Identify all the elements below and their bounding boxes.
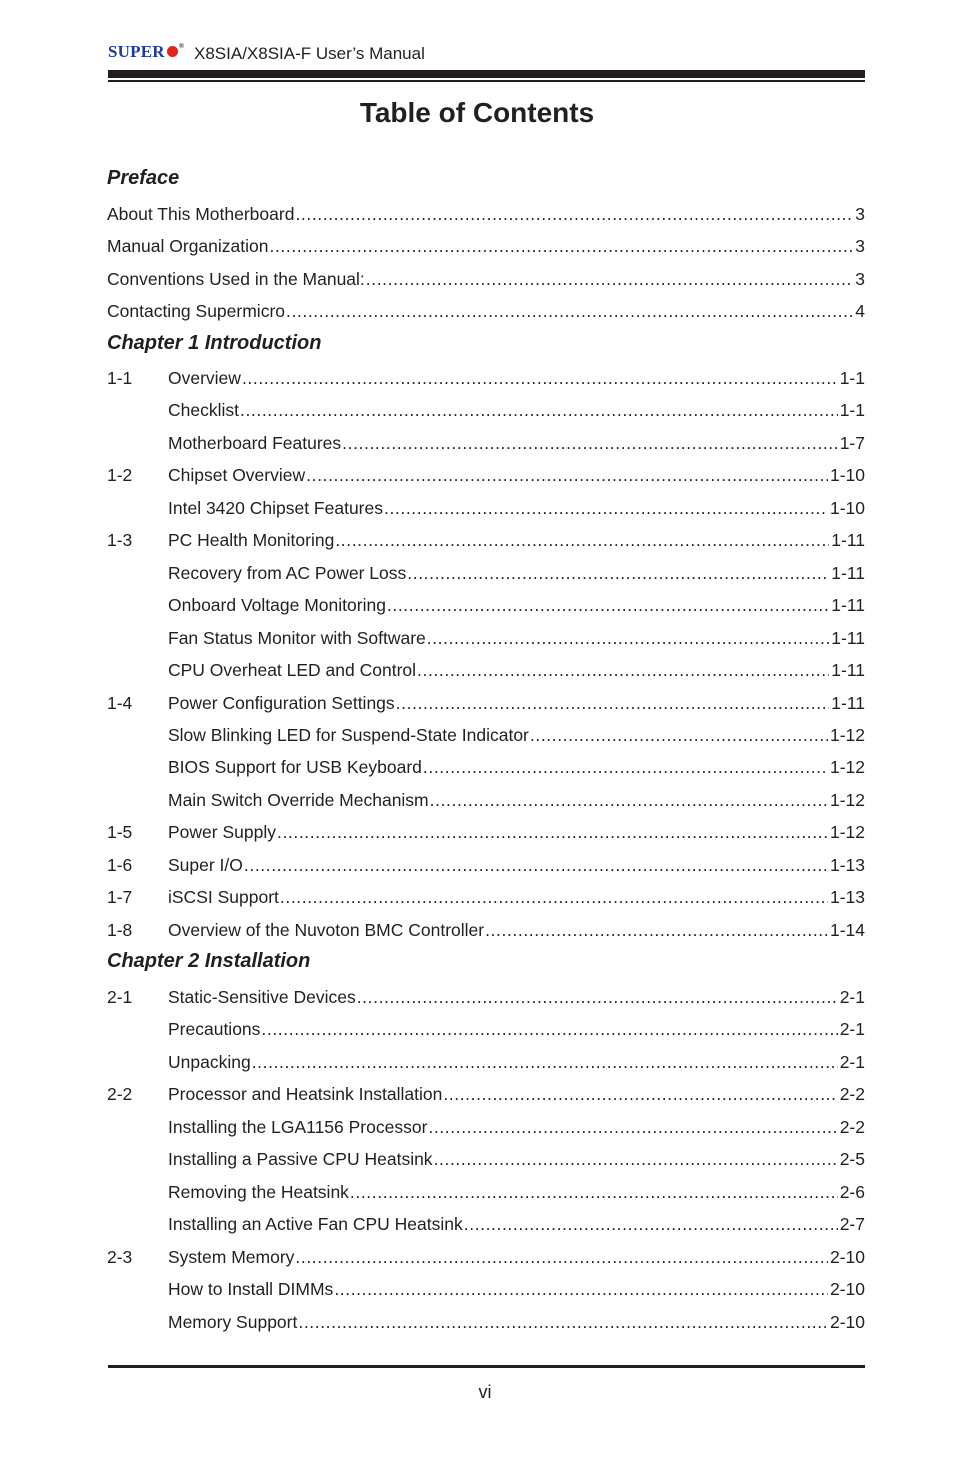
toc-entry-label: Main Switch Override Mechanism (168, 789, 429, 810)
toc-entry-line (168, 1147, 865, 1171)
toc-entry-number: 1-3 (107, 530, 133, 551)
toc-entry-number: 1-8 (107, 919, 133, 940)
dot-leader (261, 1017, 837, 1041)
toc-entry-label: CPU Overheat LED and Control (168, 660, 417, 681)
toc-entry[interactable] (107, 658, 865, 682)
toc-entry-line (168, 398, 865, 422)
toc-entry[interactable] (107, 1310, 865, 1334)
toc-entry[interactable] (107, 267, 865, 291)
toc-entry-line (168, 985, 865, 1009)
toc-entry[interactable] (107, 885, 865, 909)
toc-entry-page: 2-7 (839, 1214, 865, 1235)
toc-entry-line (168, 1310, 865, 1334)
toc-entry-label: Installing a Passive CPU Heatsink (168, 1149, 433, 1170)
toc-entry-label: Unpacking (168, 1051, 251, 1072)
toc-entry-page: 4 (855, 301, 865, 322)
toc-entry-page: 1-12 (829, 822, 865, 843)
toc-entry-line (168, 691, 865, 715)
toc-entry[interactable] (107, 853, 865, 877)
logo-dot-icon (167, 46, 178, 57)
dot-leader (277, 820, 828, 844)
toc-entry-number: 1-5 (107, 822, 133, 843)
dot-leader (306, 463, 828, 487)
dot-leader (269, 234, 853, 258)
toc-entry-label: Motherboard Features (168, 432, 342, 453)
toc-entry-page: 2-1 (839, 987, 865, 1007)
toc-entry-number: 2-3 (107, 1246, 133, 1267)
toc-entry[interactable] (107, 1212, 865, 1236)
toc-entry-page: 3 (855, 236, 865, 257)
toc-entry[interactable] (107, 528, 865, 552)
toc-entry[interactable] (107, 626, 865, 650)
dot-leader (295, 1245, 828, 1269)
dot-leader (298, 1310, 828, 1334)
toc-entry-page: 2-10 (829, 1246, 865, 1267)
toc-entry-line (168, 463, 865, 487)
toc-entry-page: 2-5 (839, 1149, 865, 1170)
dot-leader (280, 885, 828, 909)
toc-entry[interactable] (107, 1050, 865, 1074)
toc-entry-label: How to Install DIMMs (168, 1279, 334, 1300)
toc-entry-label: Super I/O (168, 854, 243, 875)
dot-leader (357, 985, 838, 1009)
toc-entry-label: Memory Support (168, 1311, 298, 1332)
toc-entry-page: 2-6 (839, 1181, 865, 1202)
dot-leader (244, 853, 828, 877)
dot-leader (417, 658, 829, 682)
toc-entry[interactable] (107, 366, 865, 390)
dot-leader (423, 755, 828, 779)
section-heading: Preface (107, 167, 180, 189)
toc-entry-page: 1-13 (829, 854, 865, 875)
toc-entry-page: 1-1 (839, 368, 865, 388)
toc-entry-label: Static-Sensitive Devices (168, 987, 356, 1007)
toc-entry-line (168, 723, 865, 747)
dot-leader (396, 691, 830, 715)
toc-entry-line (168, 366, 865, 390)
toc-entry[interactable] (107, 593, 865, 617)
toc-entry-label: PC Health Monitoring (168, 530, 335, 551)
toc-entry[interactable] (107, 1147, 865, 1171)
toc-entry-label: Onboard Voltage Monitoring (168, 595, 386, 616)
toc-entry-line (168, 853, 865, 877)
toc-entry-label: Checklist (168, 400, 239, 421)
toc-entry-line (168, 496, 865, 520)
toc-entry-number: 2-1 (107, 987, 133, 1007)
toc-entry-line (107, 267, 865, 291)
toc-entry-page: 1-11 (831, 627, 865, 648)
toc-entry-line (107, 299, 865, 323)
manual-title: X8SIA/X8SIA-F User’s Manual (194, 44, 425, 63)
dot-leader (485, 918, 828, 942)
toc-entry-page: 1-7 (839, 432, 865, 453)
toc-entry-page: 1-14 (829, 919, 865, 940)
toc-entry-page: 1-12 (829, 724, 865, 745)
toc-entry[interactable] (107, 496, 865, 520)
toc-entry-page: 2-10 (829, 1311, 865, 1332)
toc-entry[interactable] (107, 202, 865, 226)
toc-entry-label: Chipset Overview (168, 465, 306, 486)
toc-entry-line (168, 1017, 865, 1041)
header-rule-thick (108, 70, 865, 78)
toc-entry-page: 2-10 (829, 1279, 865, 1300)
toc-entry[interactable] (107, 1277, 865, 1301)
toc-entry-number: 1-7 (107, 887, 133, 908)
toc-entry-label: iSCSI Support (168, 887, 279, 908)
toc-entry-page: 2-2 (839, 1116, 865, 1137)
toc-entry-line (168, 626, 865, 650)
toc-entry-line (168, 1115, 865, 1139)
dot-leader (427, 626, 830, 650)
dot-leader (443, 1082, 837, 1106)
page-title: Table of Contents (359, 97, 595, 128)
toc-entry-line (168, 1245, 865, 1269)
section-heading: Chapter 2 Installation (107, 950, 311, 972)
toc-entry[interactable] (107, 1180, 865, 1204)
toc-entry-page: 1-13 (829, 887, 865, 908)
toc-entry-line (168, 593, 865, 617)
dot-leader (387, 593, 829, 617)
toc-entry[interactable] (107, 1245, 865, 1269)
dot-leader (342, 431, 838, 455)
dot-leader (242, 366, 838, 390)
toc-entry-label: Conventions Used in the Manual: (107, 268, 365, 289)
toc-entry-page: 1-11 (831, 692, 865, 713)
toc-entry-label: Recovery from AC Power Loss (168, 562, 407, 583)
toc-entry-label: Manual Organization (107, 236, 269, 257)
toc-entry-page: 1-11 (831, 595, 865, 616)
toc-entry-label: Processor and Heatsink Installation (168, 1084, 443, 1105)
dot-leader (407, 561, 829, 585)
toc-entry-label: Precautions (168, 1019, 261, 1040)
toc-entry-page: 1-11 (831, 660, 865, 681)
dot-leader (295, 202, 853, 226)
dot-leader (286, 299, 853, 323)
toc-entry-page: 1-11 (831, 562, 865, 583)
toc-entry-label: Power Configuration Settings (168, 692, 395, 713)
page-number: vi (478, 1382, 492, 1402)
dot-leader (428, 1115, 837, 1139)
toc-entry[interactable] (107, 398, 865, 422)
supermicro-logo (108, 42, 184, 62)
toc-entry-label: System Memory (168, 1246, 295, 1267)
toc-entry-line (168, 885, 865, 909)
header-rule-thin (108, 80, 865, 82)
toc-entry[interactable] (107, 820, 865, 844)
toc-entry-line (168, 658, 865, 682)
toc-entry-line (168, 1082, 865, 1106)
toc-entry-label: About This Motherboard (107, 204, 295, 224)
toc-entry-page: 1-10 (829, 465, 865, 486)
toc-entry-page: 2-1 (839, 1019, 865, 1040)
toc-entry[interactable] (107, 723, 865, 747)
toc-entry[interactable] (107, 918, 865, 942)
toc-entry[interactable] (107, 234, 865, 258)
toc-entry-number: 1-4 (107, 692, 133, 713)
dot-leader (240, 398, 838, 422)
toc-entry[interactable] (107, 431, 865, 455)
dot-leader (335, 528, 829, 552)
toc-entry-label: Removing the Heatsink (168, 1181, 349, 1202)
toc-entry-label: Overview of the Nuvoton BMC Controller (168, 919, 485, 940)
toc-entry-number: 1-6 (107, 854, 133, 875)
toc-entry-line (107, 202, 865, 226)
toc-entry-label: Overview (168, 368, 241, 388)
toc-entry[interactable] (107, 463, 865, 487)
toc-entry-line (168, 1050, 865, 1074)
dot-leader (384, 496, 828, 520)
toc-entry-page: 1-1 (839, 400, 865, 421)
toc-entry-page: 2-2 (839, 1084, 865, 1105)
toc-entry-line (168, 788, 865, 812)
toc-entry-label: Fan Status Monitor with Software (168, 627, 426, 648)
toc-entry-line (168, 561, 865, 585)
toc-entry-page: 3 (855, 204, 865, 224)
toc-entry-label: Installing an Active Fan CPU Heatsink (168, 1214, 463, 1235)
toc-entry-label: Power Supply (168, 822, 276, 843)
dot-leader (252, 1050, 838, 1074)
toc-entry-line (168, 1180, 865, 1204)
footer-rule (108, 1365, 865, 1368)
toc-entry[interactable] (107, 1017, 865, 1041)
toc-entry-line (168, 820, 865, 844)
toc-entry-line (168, 1212, 865, 1236)
toc-entry-line (168, 918, 865, 942)
toc-entry[interactable] (107, 1082, 865, 1106)
toc-entry-label: Installing the LGA1156 Processor (168, 1116, 428, 1137)
toc-entry-label: Contacting Supermicro (107, 301, 285, 322)
toc-entry-page: 1-10 (829, 497, 865, 518)
toc-entry[interactable] (107, 985, 865, 1009)
toc-entry-page: 1-12 (829, 789, 865, 810)
section-heading: Chapter 1 Introduction (107, 332, 322, 354)
toc-entry-number: 1-1 (107, 368, 133, 388)
toc-entry-number: 2-2 (107, 1084, 133, 1105)
toc-entry-line (107, 234, 865, 258)
toc-entry-page: 3 (855, 268, 865, 289)
registered-mark-icon: ® (178, 42, 185, 50)
dot-leader (530, 723, 828, 747)
dot-leader (430, 788, 828, 812)
dot-leader (464, 1212, 838, 1236)
toc-entry[interactable] (107, 1115, 865, 1139)
toc-entry-label: Slow Blinking LED for Suspend-State Indicator (168, 724, 529, 745)
dot-leader (334, 1277, 828, 1301)
toc-entry[interactable] (107, 788, 865, 812)
running-header (108, 42, 865, 72)
toc-entry[interactable] (107, 299, 865, 323)
toc-entry[interactable] (107, 561, 865, 585)
toc-entry-line (168, 431, 865, 455)
toc-entry-line (168, 755, 865, 779)
toc-entry-page: 2-1 (839, 1051, 865, 1072)
logo-text: SUPER (108, 42, 165, 61)
toc-entry-page: 1-12 (829, 757, 865, 778)
toc-entry-number: 1-2 (107, 465, 133, 486)
dot-leader (350, 1180, 838, 1204)
toc-entry-label: BIOS Support for USB Keyboard (168, 757, 422, 778)
dot-leader (366, 267, 853, 291)
toc-entry-line (168, 528, 865, 552)
dot-leader (434, 1147, 838, 1171)
toc-entry-line (168, 1277, 865, 1301)
toc-entry-page: 1-11 (831, 530, 865, 551)
toc-entry[interactable] (107, 691, 865, 715)
toc-entry[interactable] (107, 755, 865, 779)
toc-entry-label: Intel 3420 Chipset Features (168, 497, 383, 518)
